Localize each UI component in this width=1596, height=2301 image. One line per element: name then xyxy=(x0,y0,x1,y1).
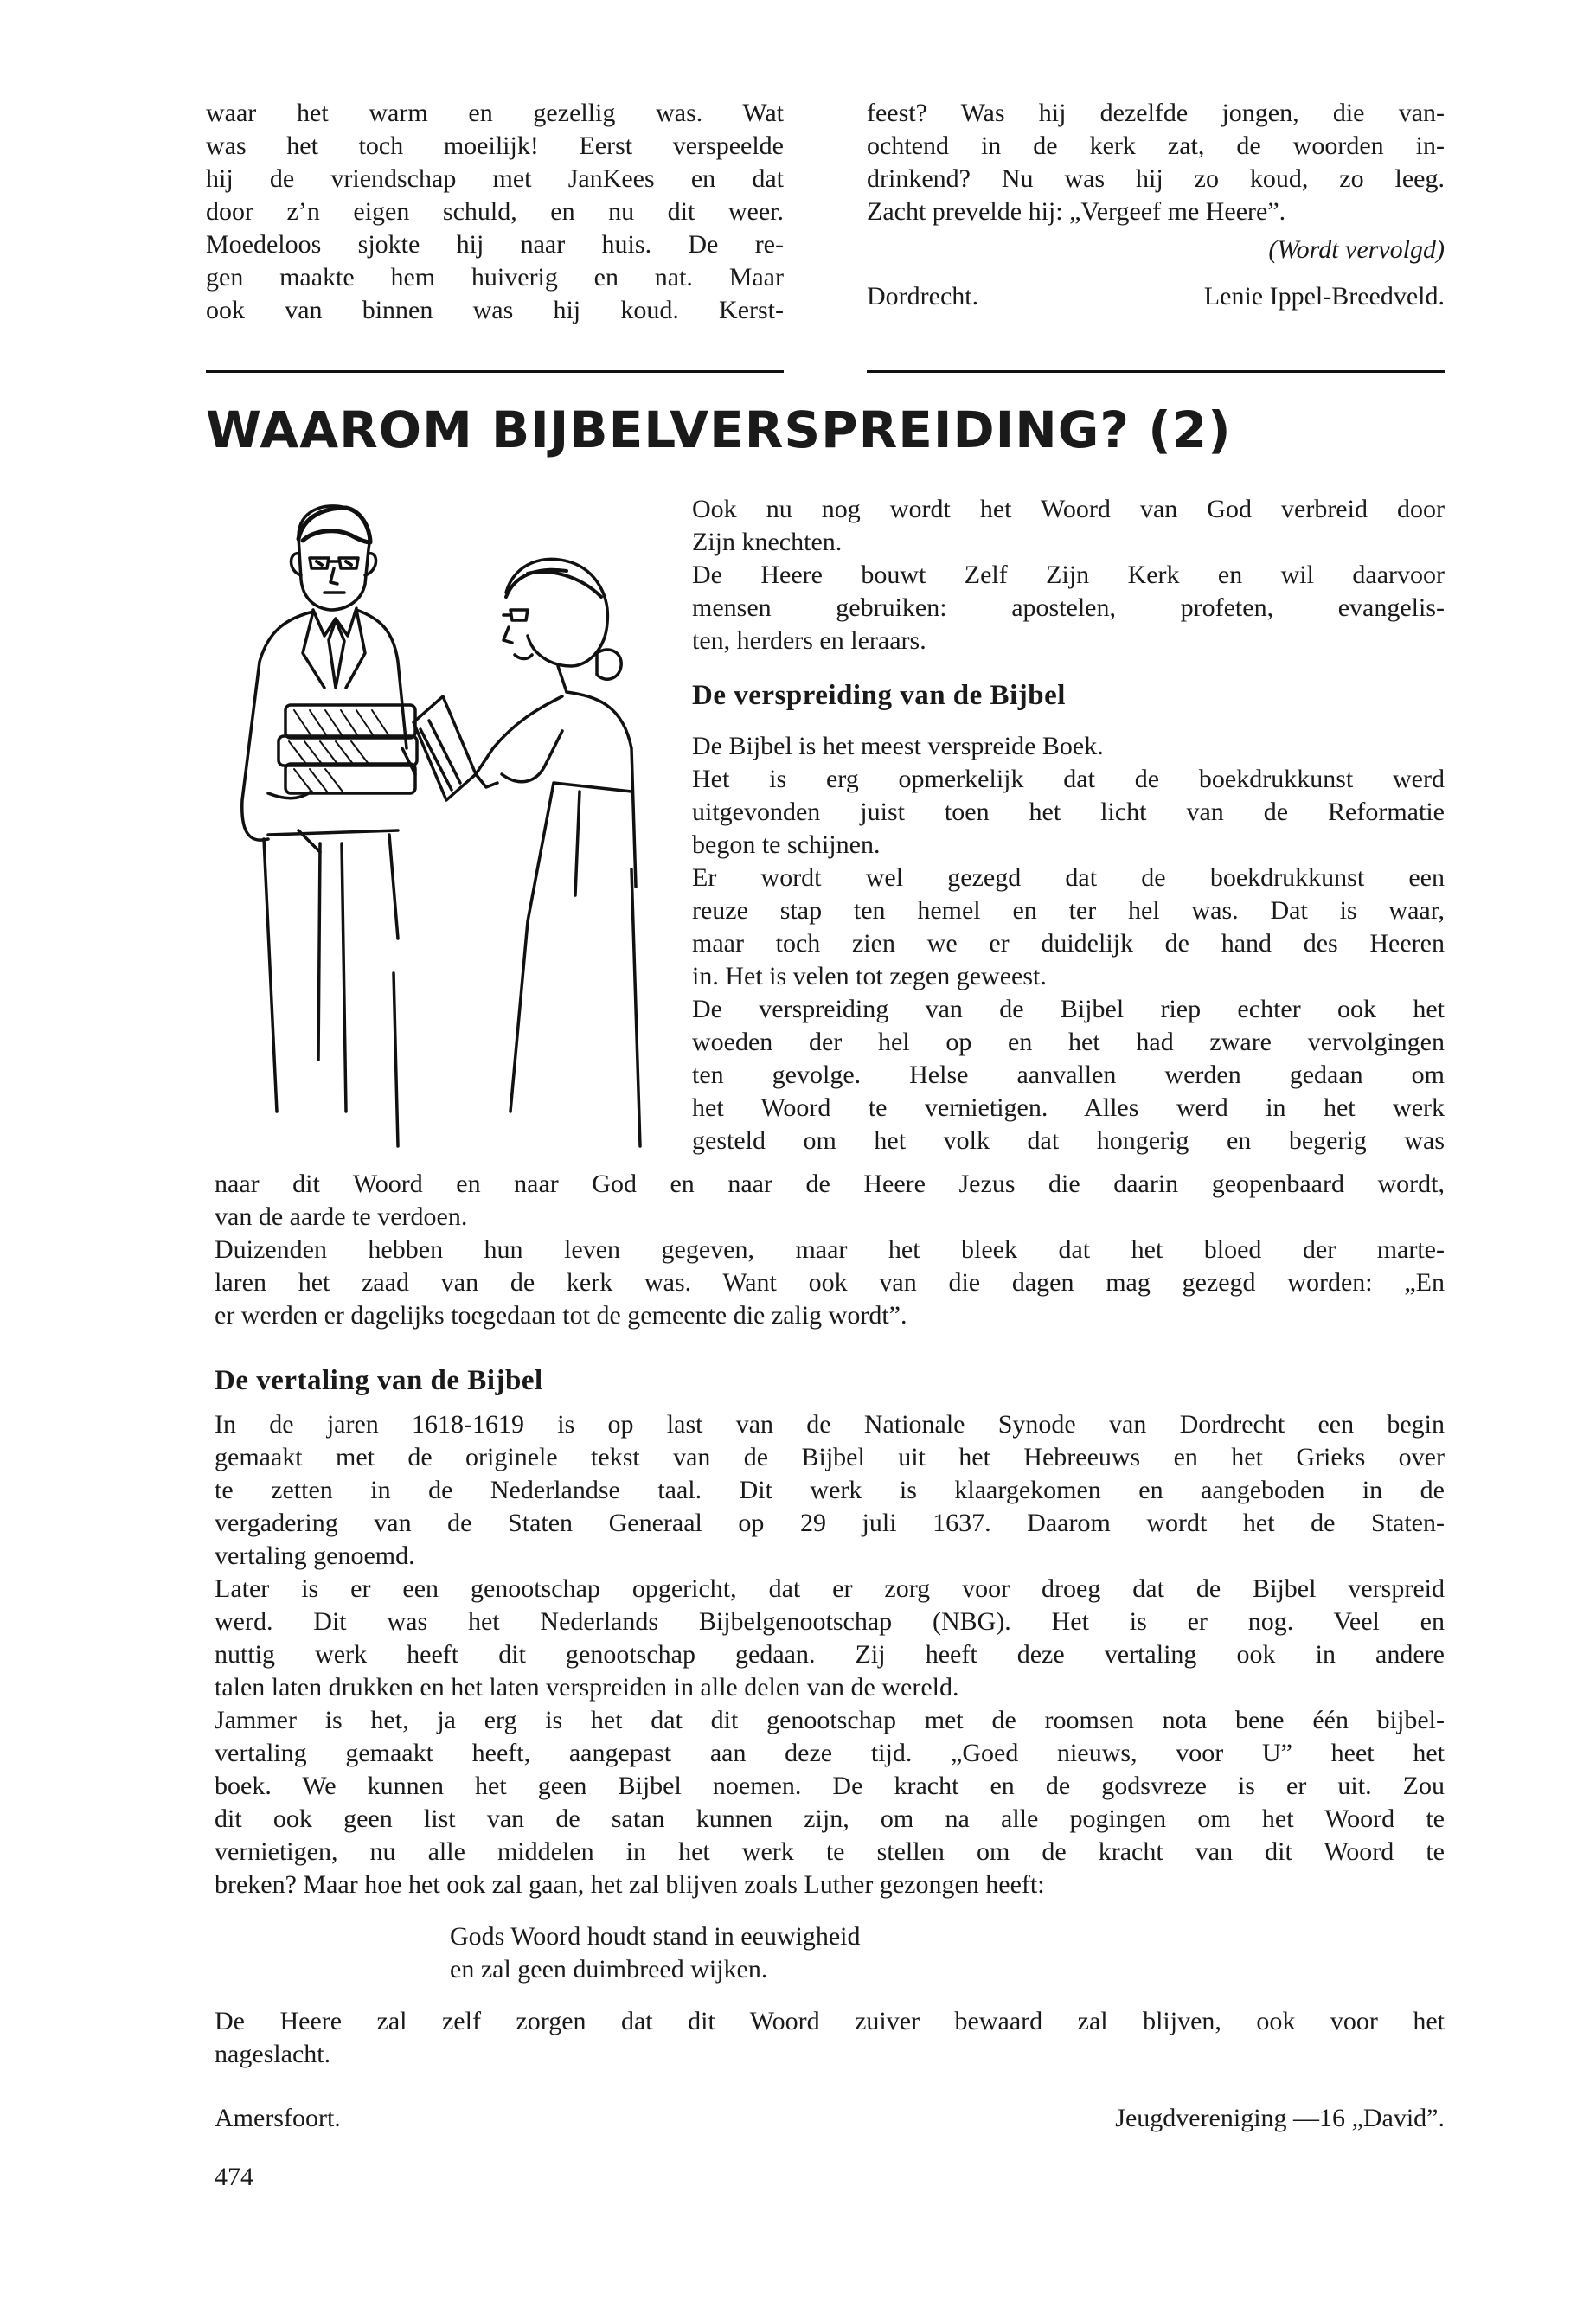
section-vertaling xyxy=(215,1362,1445,2135)
text-line: De Bijbel is het meest verspreide Boek. xyxy=(692,732,1104,760)
text-line: van de aarde te verdoen. xyxy=(215,1202,468,1231)
previous-article-right-column xyxy=(867,97,1445,313)
text-line: in. Het is velen tot zegen geweest. xyxy=(692,962,1047,990)
signature-place: Dordrecht. xyxy=(867,282,979,311)
divider-rule xyxy=(867,370,1445,373)
section-heading-verspreiding: De verspreiding van de Bijbel xyxy=(692,680,1066,711)
text-line: naar dit Woord en naar God en naar de Heere Jezus die daarin geopenbaard wordt, xyxy=(215,1170,1445,1198)
signature-author: Lenie Ippel-Breedveld. xyxy=(1203,282,1445,311)
text-line: Zacht prevelde hij: „Vergeef me Heere”. xyxy=(867,197,1286,226)
text-line: Moedeloos sjokte hij naar huis. De re- xyxy=(206,230,784,259)
text-line: vertaling genoemd. xyxy=(215,1541,415,1570)
book-stack xyxy=(285,705,415,738)
text-line: vergadering van de Staten Generaal op 29 juli 1637. Daarom wordt het de Staten- xyxy=(215,1509,1445,1537)
text-line: feest? Was hij dezelfde jongen, die van- xyxy=(867,99,1445,127)
text-line: begon te schijnen. xyxy=(692,830,881,859)
woman-hair xyxy=(506,570,601,597)
text-line: breken? Maar hoe het ook zal gaan, het zal blijven zoals Luther gezongen heeft: xyxy=(215,1870,1045,1899)
text-line: nuttig werk heeft dit genootschap gedaan. Zij heeft deze vertaling ook in andere xyxy=(215,1640,1445,1669)
text-line: te zetten in de Nederlandse taal. Dit werk is klaargekomen en aangeboden in de xyxy=(215,1476,1445,1504)
section-verspreiding-wrapped xyxy=(692,730,1445,1157)
divider-rule xyxy=(206,370,784,373)
text-line: De Heere bouwt Zelf Zijn Kerk en wil daarvoor xyxy=(692,561,1445,589)
text-line: talen laten drukken en het laten verspreiden in alle delen van de wereld. xyxy=(215,1673,959,1702)
text-line: werd. Dit was het Nederlands Bijbelgenootschap (NBG). Het is er nog. Veel en xyxy=(215,1607,1445,1636)
text-line: Zijn knechten. xyxy=(692,528,843,556)
text-line: Er wordt wel gezegd dat de boekdrukkunst een xyxy=(692,863,1445,892)
text-line: het Woord te vernietigen. Alles werd in het werk xyxy=(692,1093,1445,1122)
continued-note: (Wordt vervolgd) xyxy=(1268,235,1445,264)
quote-line: Gods Woord houdt stand in eeuwigheid xyxy=(450,1922,861,1951)
man-nose-mouth xyxy=(324,568,344,593)
text-line: boek. We kunnen het geen Bijbel noemen. De kracht en de godsvreze is er uit. Zou xyxy=(215,1772,1445,1800)
woman-face xyxy=(503,627,532,659)
woman-glasses xyxy=(503,610,528,620)
section-heading-vertaling: De vertaling van de Bijbel xyxy=(215,1365,543,1396)
text-line: ochtend in de kerk zat, de woorden in- xyxy=(867,131,1445,160)
text-line: ten gevolge. Helse aanvallen werden gedaan om xyxy=(692,1061,1445,1089)
text-line: ten, herders en leraars. xyxy=(692,626,926,655)
previous-article-left-column xyxy=(206,97,784,327)
text-line: gen maakte hem huiverig en nat. Maar xyxy=(206,263,784,292)
woman-skirt xyxy=(510,783,640,1146)
text-line: vernietigen, nu alle middelen in het werk te stellen om de kracht van dit Woord te xyxy=(215,1837,1445,1866)
text-line: hij de vriendschap met JanKees en dat xyxy=(206,164,784,193)
woman-neck xyxy=(558,666,567,692)
page-number: 474 xyxy=(215,2163,253,2191)
man-tie xyxy=(329,620,344,688)
text-line: door z’n eigen schuld, en nu dit weer. xyxy=(206,197,784,226)
text-line: Later is er een genootschap opgericht, dat er zorg voor droeg dat de Bijbel verspreid xyxy=(215,1574,1445,1603)
text-line: maar toch zien we er duidelijk de hand des Heeren xyxy=(692,929,1445,958)
text-line: drinkend? Nu was hij zo koud, zo leeg. xyxy=(867,164,1445,193)
text-line: woeden der hel op en het had zware vervolgingen xyxy=(692,1028,1445,1056)
text-line: Ook nu nog wordt het Woord van God verbreid door xyxy=(692,495,1445,523)
woman-bun xyxy=(597,650,621,679)
man-jacket-left xyxy=(242,612,313,840)
text-line: nageslacht. xyxy=(215,2040,331,2068)
text-line: Het is erg opmerkelijk dat de boekdrukkunst werd xyxy=(692,765,1445,793)
article-title: WAAROM BIJBELVERSPREIDING? (2) xyxy=(206,401,1232,459)
man-trousers xyxy=(264,835,398,1146)
text-line: gesteld om het volk dat hongerig en begerig was xyxy=(692,1126,1445,1155)
text-line: De verspreiding van de Bijbel riep echter ook het xyxy=(692,995,1445,1023)
text-line: reuze stap ten hemel en ter hel was. Dat is waar, xyxy=(692,896,1445,925)
section-verspreiding-full xyxy=(215,1168,1445,1332)
signature-place: Amersfoort. xyxy=(215,2104,341,2132)
handed-book xyxy=(413,696,476,800)
man-jacket-right xyxy=(356,610,407,748)
text-line: laren het zaad van de kerk was. Want ook van die dagen mag gezegd worden: „En xyxy=(215,1268,1445,1297)
text-line: uitgevonden juist toen het licht van de Reformatie xyxy=(692,798,1445,826)
text-line: vertaling gemaakt heeft, aangepast aan deze tijd. „Goed nieuws, voor U” heet het xyxy=(215,1739,1445,1767)
woman-cuff xyxy=(476,774,497,787)
text-line: waar het warm en gezellig was. Wat xyxy=(206,99,784,127)
text-line: Jammer is het, ja erg is het dat dit genootschap met de roomsen nota bene één bijbel- xyxy=(215,1706,1445,1734)
text-line: dit ook geen list van de satan kunnen zijn, om na alle pogingen om het Woord te xyxy=(215,1804,1445,1833)
intro-paragraph xyxy=(692,493,1445,723)
text-line: gemaakt met de originele tekst van de Bijbel uit het Hebreeuws en het Grieks over xyxy=(215,1443,1445,1471)
text-line: mensen gebruiken: apostelen, profeten, evangelis- xyxy=(692,593,1445,622)
article-signature xyxy=(215,2102,1445,2135)
previous-article-signature xyxy=(867,280,1445,313)
bible-distribution-illustration xyxy=(216,489,666,1155)
text-line: Duizenden hebben hun leven gegeven, maar het bleek dat het bloed der marte- xyxy=(215,1235,1445,1264)
woman-arm xyxy=(476,696,562,782)
text-line: er werden er dagelijks toegedaan tot de gemeente die zalig wordt”. xyxy=(215,1301,907,1330)
text-line: ook van binnen was hij koud. Kerst- xyxy=(206,296,784,324)
luther-quote xyxy=(450,1920,1445,1986)
woman-head xyxy=(506,559,607,666)
text-line: In de jaren 1618-1619 is op last van de Nationale Synode van Dordrecht een begin xyxy=(215,1410,1445,1439)
text-line: De Heere zal zelf zorgen dat dit Woord zuiver bewaard zal blijven, ook voor het xyxy=(215,2007,1445,2035)
quote-line: en zal geen duimbreed wijken. xyxy=(450,1955,768,1984)
signature-author: Jeugdvereniging —16 „David”. xyxy=(1115,2104,1445,2132)
text-line: was het toch moeilijk! Eerst verspeelde xyxy=(206,131,784,160)
